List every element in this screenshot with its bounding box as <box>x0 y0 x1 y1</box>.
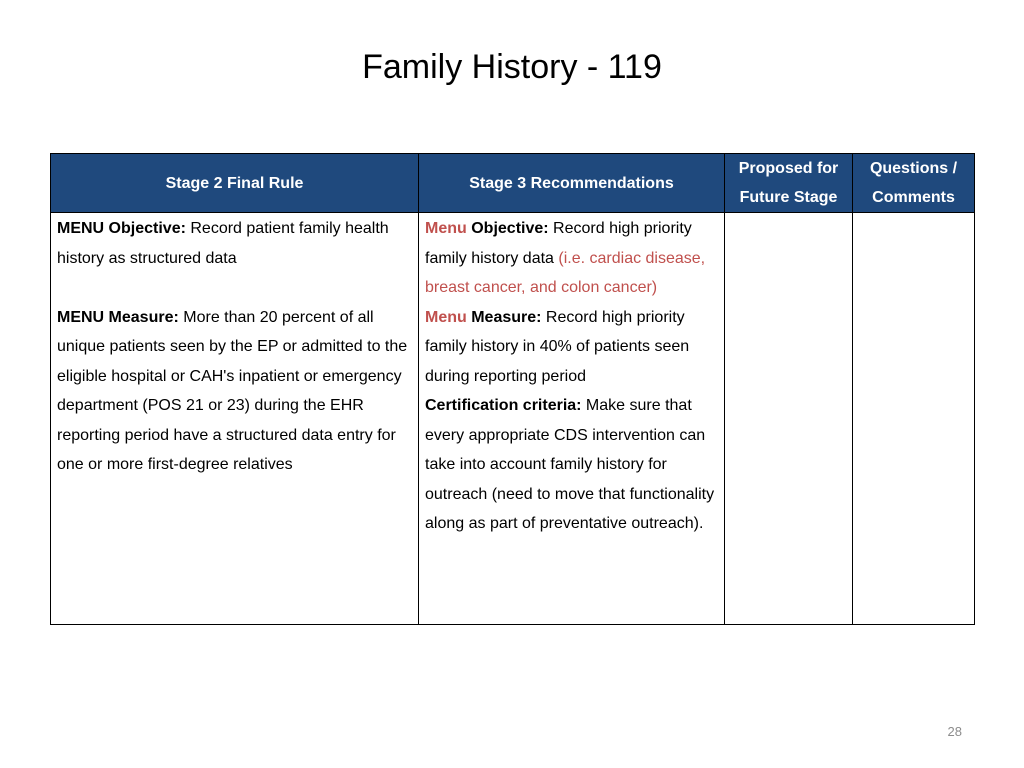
stage2-objective-label: MENU Objective: <box>57 220 186 237</box>
questions-comments-cell <box>853 213 975 625</box>
stage3-cell <box>419 213 725 625</box>
header-questions-comments <box>853 154 975 213</box>
stage3-measure-label: Measure: <box>466 308 542 326</box>
stage3-objective-examples: (i.e. cardiac disease, breast cancer, and colon cancer) <box>425 249 706 296</box>
stage3-cert-label: Certification criteria: <box>425 397 582 414</box>
stage2-cell <box>51 213 419 625</box>
stage3-objective-menu: Menu <box>425 220 467 237</box>
stage3-objective-text: Record high priority family history data <box>425 220 692 267</box>
header-stage2-final-rule <box>51 154 419 213</box>
page-number: 28 <box>947 724 962 739</box>
header-stage3-recommendations <box>419 154 725 213</box>
stage2-measure-text: More than 20 percent of all unique patients seen by the EP or admitted to the eligible hospital or CAH's inpatient or emergency department (POS 21 or 23) during the EHR reporting period have a structured data entry for one or more first-degree relatives <box>57 308 408 473</box>
header-questions-line2: Comments <box>872 189 955 206</box>
table-row <box>51 213 975 625</box>
stage2-measure <box>57 303 414 480</box>
stage3-certification <box>425 391 720 539</box>
slide-title: Family History - 119 <box>362 48 662 86</box>
stage2-objective <box>57 214 414 273</box>
stage3-measure-menu: Menu <box>425 308 467 326</box>
header-proposed-line1: Proposed for <box>738 160 839 177</box>
stage3-measure <box>425 303 720 392</box>
requirements-table <box>50 153 975 625</box>
stage3-measure-text: Record high priority family history in 40% of patients seen during reporting period <box>425 308 690 385</box>
header-stage3-label: Stage 3 Recommendations <box>469 174 674 192</box>
header-row <box>51 154 975 213</box>
paragraph-gap <box>57 273 414 303</box>
stage3-cert-text: Make sure that every appropriate CDS intervention can take into account family history for outreach (need to move that functionality along as part of preventative outreach). <box>425 397 715 532</box>
header-stage2-label: Stage 2 Final Rule <box>165 174 304 192</box>
stage2-objective-text: Record patient family health history as structured data <box>57 220 389 267</box>
header-proposed-line2: Future Stage <box>739 189 838 206</box>
proposed-future-cell <box>725 213 853 625</box>
stage2-measure-label: MENU Measure: <box>57 308 179 326</box>
stage3-objective-label: Objective: <box>466 220 549 237</box>
header-questions-line1: Questions / <box>869 160 958 177</box>
stage3-objective <box>425 214 720 303</box>
header-proposed-future-stage <box>725 154 853 213</box>
